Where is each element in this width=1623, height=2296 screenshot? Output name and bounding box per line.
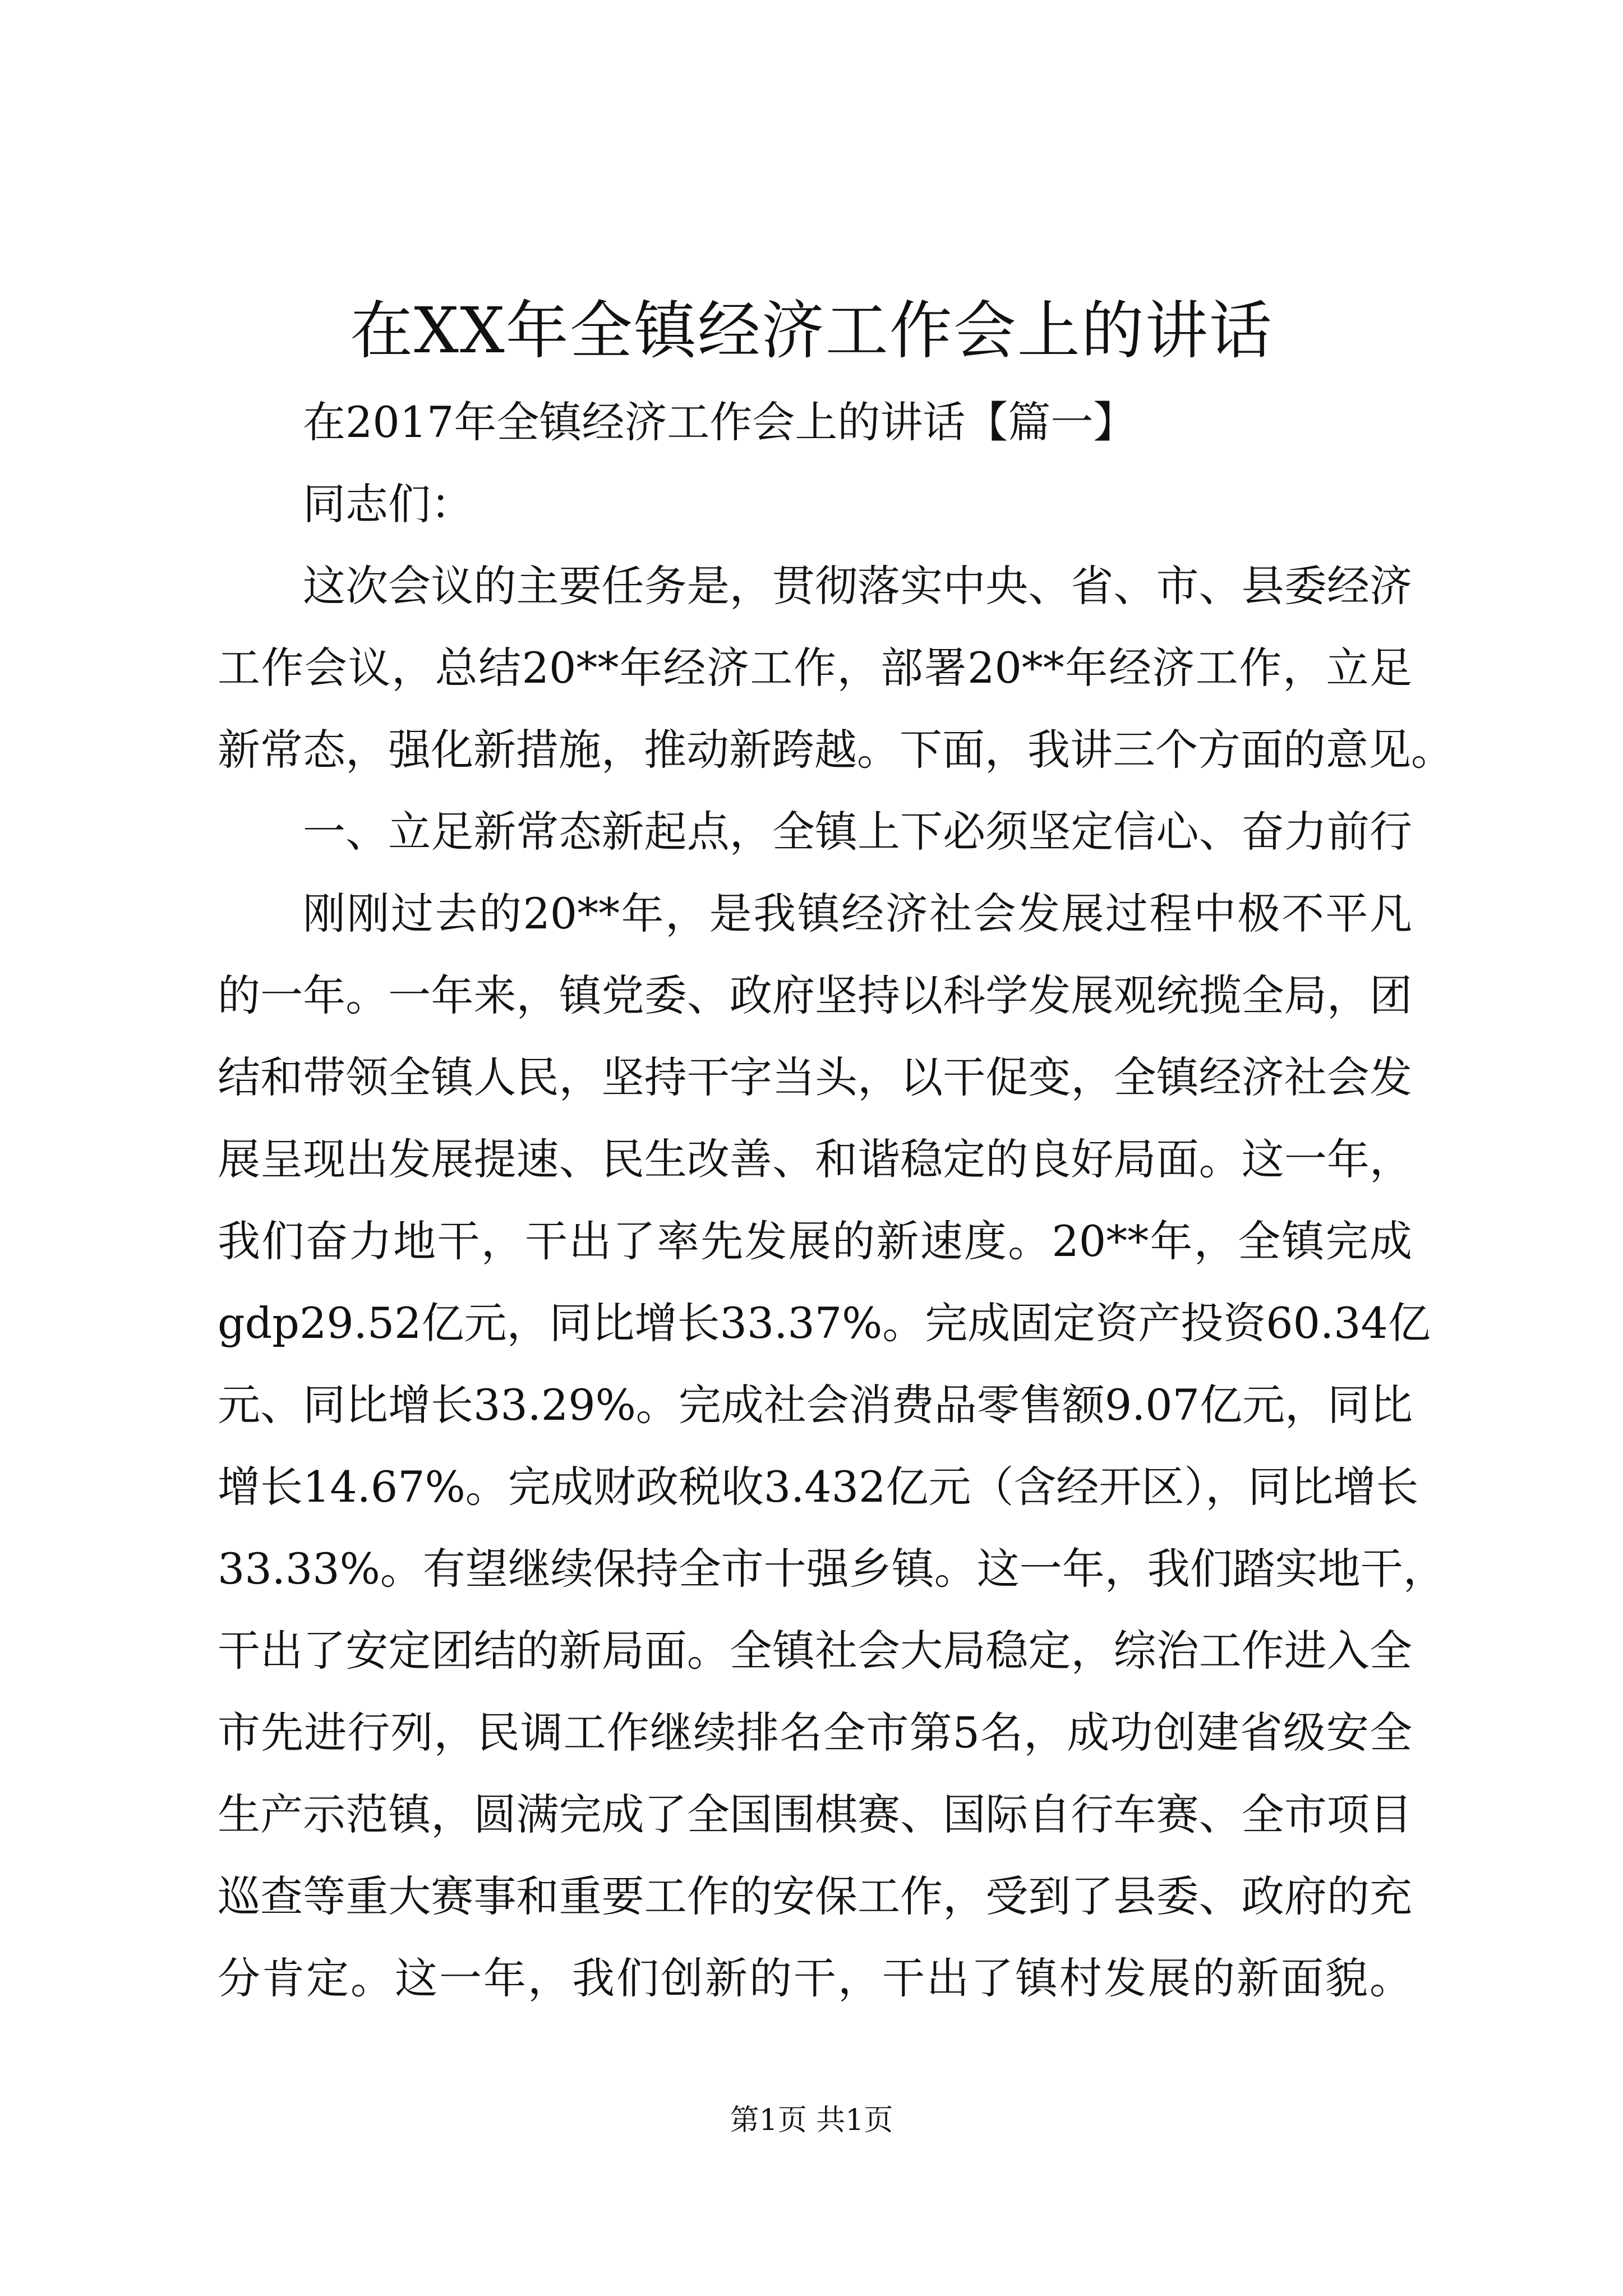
paragraph-line: 这次会议的主要任务是，贯彻落实中央、省、市、县委经济 bbox=[303, 561, 1412, 611]
paragraph-line: 增长14.67%。完成财政税收3.432亿元（含经开区），同比增长 bbox=[218, 1462, 1419, 1512]
paragraph-line: 一、立足新常态新起点，全镇上下必须坚定信心、奋力前行 bbox=[303, 807, 1412, 857]
document-title: 在XX年全镇经济工作会上的讲话 bbox=[350, 295, 1273, 367]
document-body bbox=[218, 381, 1454, 2019]
paragraph-line: gdp29.52亿元，同比增长33.37%。完成固定资产投资60.34亿 bbox=[218, 1298, 1431, 1348]
salutation: 同志们： bbox=[303, 479, 473, 529]
paragraph-line: 分肯定。这一年，我们创新的干，干出了镇村发展的新面貌。 bbox=[218, 1953, 1412, 2003]
paragraph-line: 刚刚过去的20**年，是我镇经济社会发展过程中极不平凡 bbox=[303, 889, 1412, 938]
paragraph-line: 巡查等重大赛事和重要工作的安保工作，受到了县委、政府的充 bbox=[218, 1871, 1412, 1921]
section-heading: 在2017年全镇经济工作会上的讲话【篇一】 bbox=[303, 397, 1136, 447]
paragraph-line: 我们奋力地干，干出了率先发展的新速度。20**年，全镇完成 bbox=[218, 1216, 1412, 1266]
page-footer: 第1页 共1页 bbox=[730, 2104, 893, 2137]
paragraph-line: 生产示范镇，圆满完成了全国围棋赛、国际自行车赛、全市项目 bbox=[218, 1789, 1412, 1839]
paragraph-line: 市先进行列，民调工作继续排名全市第5名，成功创建省级安全 bbox=[218, 1708, 1412, 1757]
paragraph-line: 新常态，强化新措施，推动新跨越。下面，我讲三个方面的意见。 bbox=[218, 725, 1454, 775]
paragraph-line: 干出了安定团结的新局面。全镇社会大局稳定，综治工作进入全 bbox=[218, 1626, 1412, 1676]
paragraph-line: 展呈现出发展提速、民生改善、和谐稳定的良好局面。这一年， bbox=[218, 1134, 1412, 1184]
paragraph-line: 结和带领全镇人民，坚持干字当头，以干促变，全镇经济社会发 bbox=[218, 1052, 1412, 1102]
paragraph-line: 33.33%。有望继续保持全市十强乡镇。这一年，我们踏实地干， bbox=[218, 1544, 1446, 1594]
paragraph-line: 的一年。一年来，镇党委、政府坚持以科学发展观统揽全局，团 bbox=[218, 970, 1412, 1020]
paragraph-line: 元、同比增长33.29%。完成社会消费品零售额9.07亿元，同比 bbox=[218, 1380, 1413, 1430]
paragraph-line: 工作会议，总结20**年经济工作，部署20**年经济工作，立足 bbox=[218, 643, 1412, 693]
